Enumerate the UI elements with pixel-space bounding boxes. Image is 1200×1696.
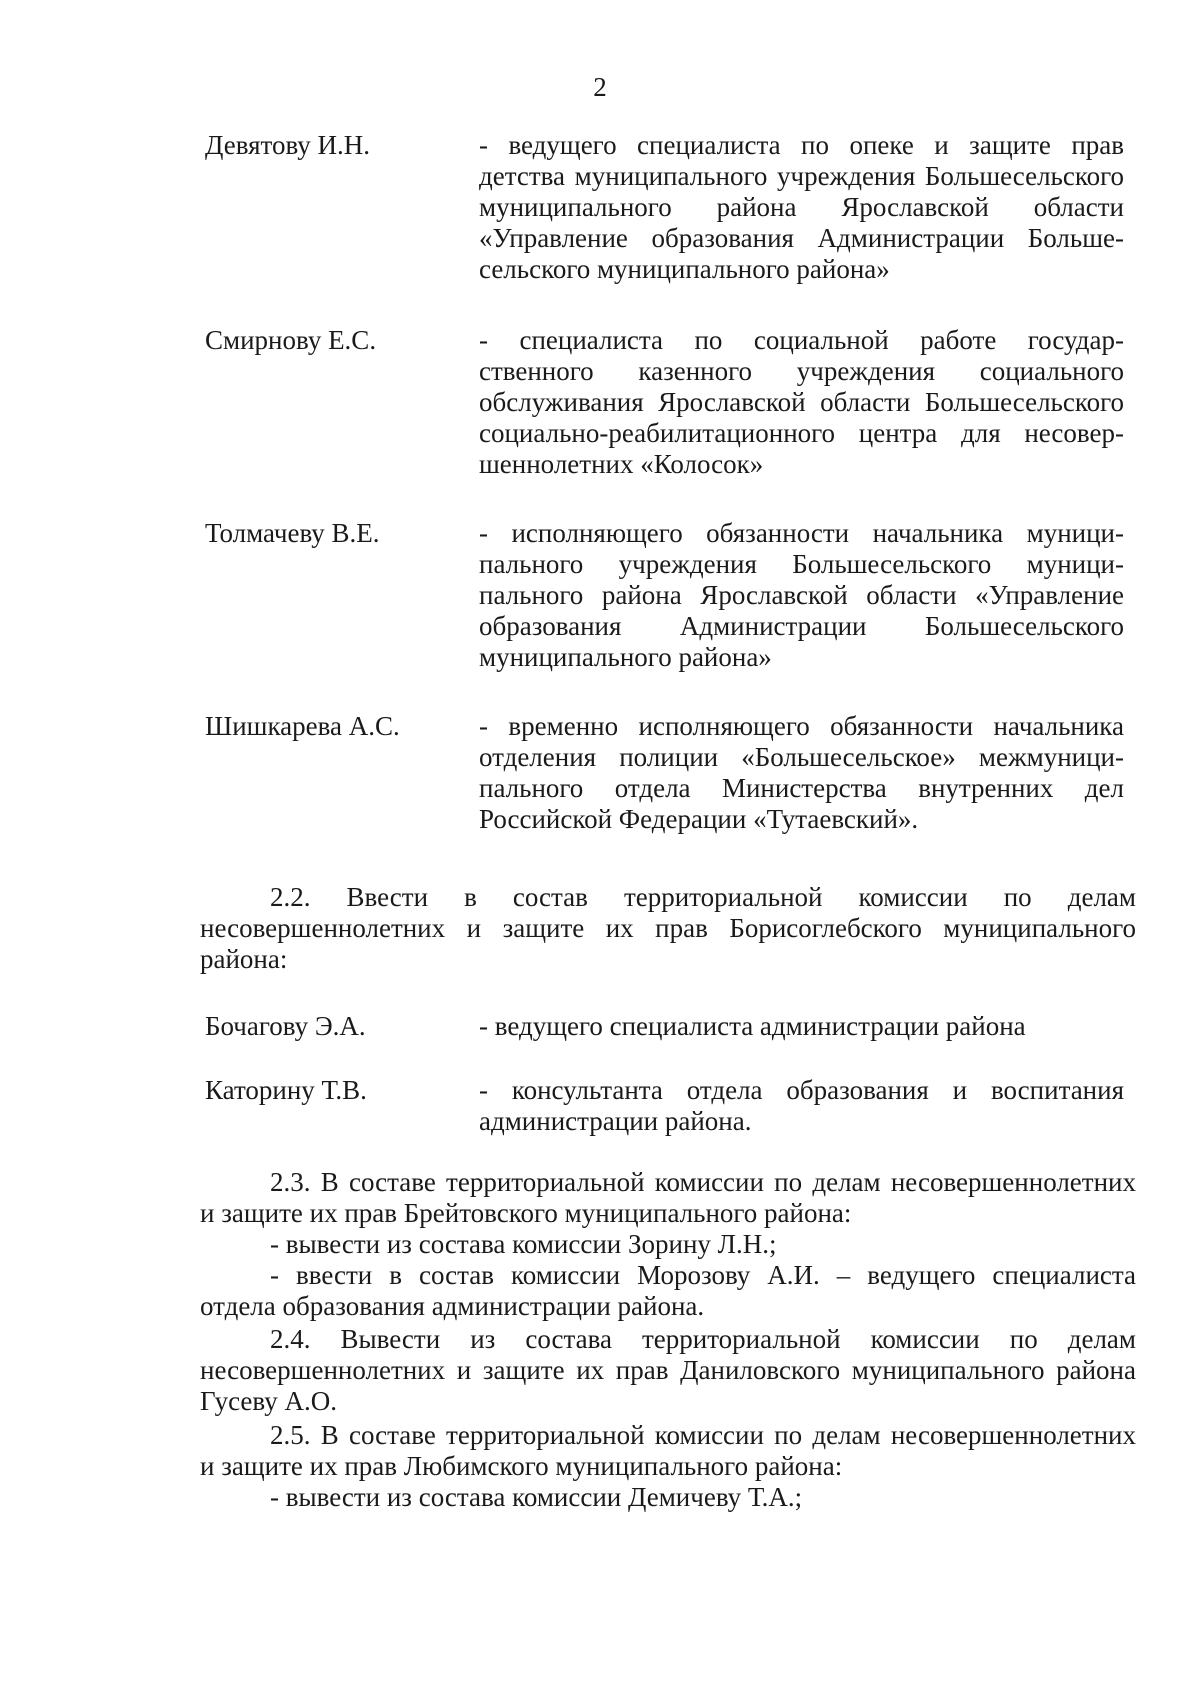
paragraph-2-3: [200, 1167, 1136, 1322]
paragraph-2-4: [200, 1324, 1136, 1417]
description-line: - ведущего специалиста по опеке и защите прав: [479, 130, 1124, 160]
description-line: пального отдела Министерства внутренних дел: [479, 773, 1124, 803]
description-line: социально-реабилитационного центра для несовер-: [479, 418, 1124, 448]
paragraph-line: 2.2. Ввести в состав территориальной комиссии по делам: [270, 882, 1136, 912]
paragraph-line: и защите их прав Брейтовского муниципального района:: [200, 1198, 852, 1228]
description-line: сельского муниципального района»: [479, 254, 890, 284]
paragraph-line: отдела образования администрации района.: [200, 1291, 705, 1321]
member-description: [479, 518, 1124, 673]
description-line: детства муниципального учреждения Большесельского: [479, 161, 1124, 191]
description-line: образования Администрации Большесельского: [479, 611, 1124, 641]
description-line: Российской Федерации «Тутаевский».: [479, 804, 919, 834]
description-line: пального учреждения Большесельского муници-: [479, 549, 1124, 579]
member-description: [479, 1011, 1124, 1042]
description-line: отделения полиции «Большесельское» межмуници-: [479, 742, 1124, 772]
paragraph-line: и защите их прав Любимского муниципального района:: [200, 1451, 843, 1481]
member-name: Бочагову Э.А.: [205, 1011, 366, 1041]
paragraph-2-5: [200, 1420, 1136, 1513]
description-line: - консультанта отдела образования и воспитания: [479, 1075, 1124, 1105]
member-description: [479, 711, 1124, 835]
description-line: обслуживания Ярославской области Большесельского: [479, 387, 1124, 417]
description-line: - ведущего специалиста администрации района: [479, 1011, 1026, 1041]
description-line: ственного казенного учреждения социального: [479, 356, 1124, 386]
member-name: Шишкарева А.С.: [205, 711, 400, 741]
paragraph-line: несовершеннолетних и защите их прав Даниловского муниципального района: [200, 1355, 1136, 1385]
member-name: Толмачеву В.Е.: [205, 518, 380, 548]
description-line: шеннолетних «Колосок»: [479, 449, 764, 479]
paragraph-line: - вывести из состава комиссии Зорину Л.Н.;: [270, 1229, 777, 1259]
description-line: муниципального района»: [479, 642, 772, 672]
description-line: - специалиста по социальной работе государ-: [479, 325, 1124, 355]
paragraph-line: 2.3. В составе территориальной комиссии по делам несовершеннолетних: [270, 1167, 1136, 1197]
paragraph-line: 2.4. Вывести из состава территориальной комиссии по делам: [270, 1324, 1136, 1354]
description-line: муниципального района Ярославской области: [479, 192, 1124, 222]
paragraph-line: несовершеннолетних и защите их прав Борисоглебского муниципального: [200, 913, 1136, 943]
page-number: 2: [593, 72, 607, 102]
paragraph-line: - вывести из состава комиссии Демичеву Т.А.;: [270, 1482, 803, 1512]
member-name: Девятову И.Н.: [205, 130, 371, 160]
paragraph-line: 2.5. В составе территориальной комиссии по делам несовершеннолетних: [270, 1420, 1136, 1450]
member-description: [479, 325, 1124, 480]
member-description: [479, 1075, 1124, 1137]
description-line: администрации района.: [479, 1106, 752, 1136]
member-name: Смирнову Е.С.: [205, 325, 377, 355]
paragraph-2-2: [200, 882, 1136, 975]
description-line: «Управление образования Администрации Больше-: [479, 223, 1124, 253]
paragraph-line: - ввести в состав комиссии Морозову А.И. – ведущего специалиста: [270, 1260, 1136, 1290]
description-line: пального района Ярославской области «Управление: [479, 580, 1124, 610]
description-line: - исполняющего обязанности начальника муници-: [479, 518, 1124, 548]
paragraph-line: Гусеву А.О.: [200, 1386, 337, 1416]
description-line: - временно исполняющего обязанности начальника: [479, 711, 1124, 741]
member-description: [479, 130, 1124, 285]
member-name: Каторину Т.В.: [205, 1075, 367, 1105]
paragraph-line: района:: [200, 944, 288, 974]
